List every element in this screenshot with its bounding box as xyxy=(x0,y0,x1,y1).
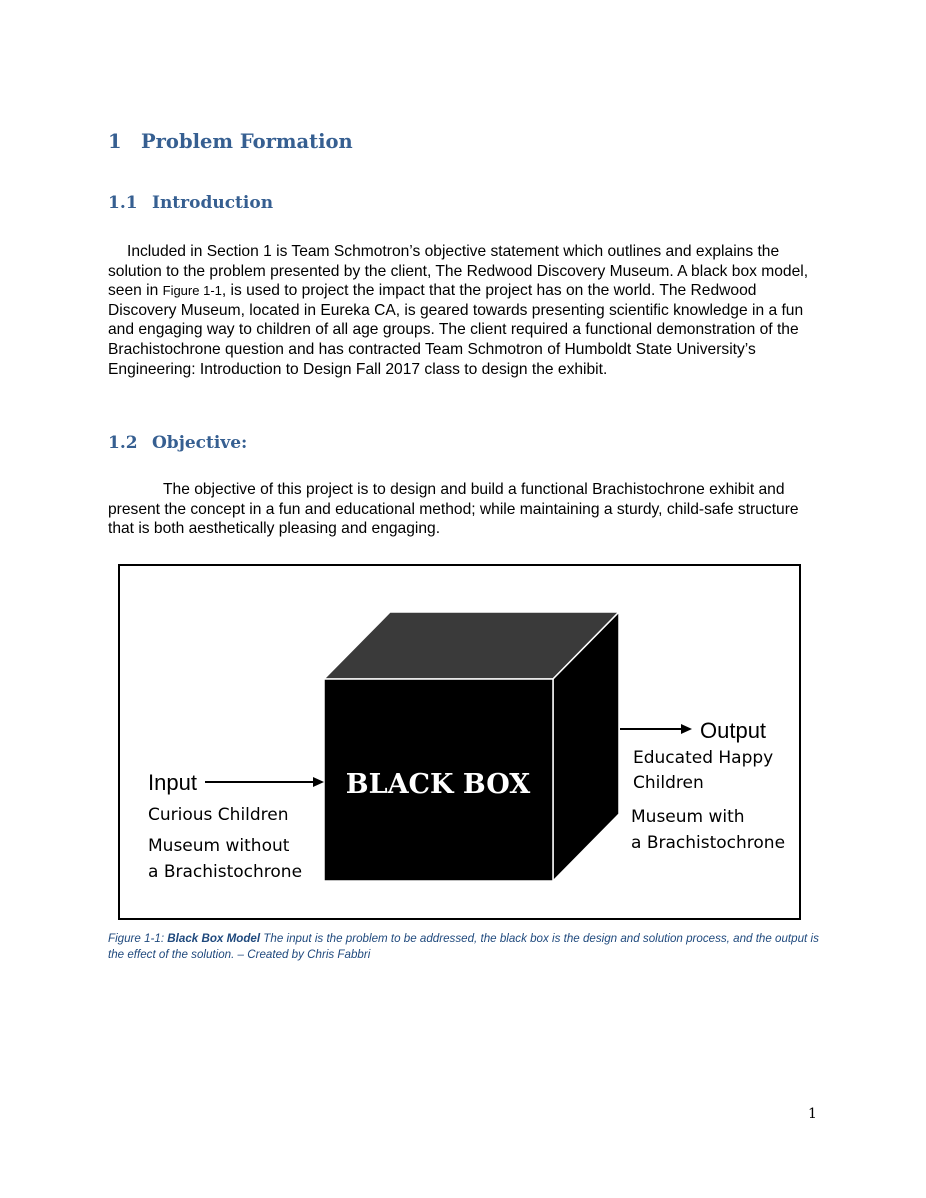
black-box-diagram xyxy=(120,566,799,918)
section-title: Objective: xyxy=(152,433,248,453)
figure-reference: Figure 1-1 xyxy=(162,283,222,299)
section-heading-1-1 xyxy=(108,193,273,213)
output-label: Output xyxy=(700,718,767,743)
section-number: 1.1 xyxy=(108,193,138,213)
page-number: 1 xyxy=(808,1106,817,1122)
caption-title: Black Box Model xyxy=(167,932,261,945)
input-item: a Brachistochrone xyxy=(148,862,303,882)
box-label: BLACK BOX xyxy=(345,769,531,800)
input-item: Museum without xyxy=(148,836,290,856)
figure-caption: Figure 1-1: Black Box Model The input is the problem to be addressed, the black box is the design and solution process, and the output is the effect of the solution. – Created by Chris Fabbri xyxy=(108,932,819,961)
section-title: Introduction xyxy=(152,193,274,213)
objective-paragraph: The objective of this project is to design and build a functional Brachistochrone exhibit and present the concept in a fun and educational method; while maintaining a sturdy, child-safe structure that is both aesthetically pleasing and engaging. xyxy=(108,481,799,538)
input-label: Input xyxy=(148,770,197,795)
output-item: a Brachistochrone xyxy=(631,833,786,853)
section-title: Problem Formation xyxy=(141,130,353,153)
section-heading-1 xyxy=(108,130,353,153)
input-item: Curious Children xyxy=(148,805,289,825)
output-arrow-head xyxy=(681,724,692,734)
output-item: Museum with xyxy=(631,807,745,827)
section-heading-1-2 xyxy=(108,433,247,453)
black-box-figure xyxy=(118,564,801,920)
intro-paragraph: Included in Section 1 is Team Schmotron’s objective statement which outlines and explains the solution to the problem presented by the client, The Redwood Discovery Museum. A black box model, seen in Figure 1-1, is used to project the impact that the project has on the world. The Redwood Discovery Museum, located in Eureka CA, is geared towards presenting scientific knowledge in a fun and engaging way to children of all age groups. The client required a functional demonstration of the Brachistochrone question and has contracted Team Schmotron of Humboldt State University’s Engineering: Introduction to Design Fall 2017 class to design the exhibit. xyxy=(108,243,809,378)
output-item: Children xyxy=(633,773,704,793)
section-number: 1.2 xyxy=(108,433,138,453)
output-item: Educated Happy xyxy=(633,748,774,768)
input-arrow-head xyxy=(313,777,324,787)
section-number: 1 xyxy=(108,130,122,153)
